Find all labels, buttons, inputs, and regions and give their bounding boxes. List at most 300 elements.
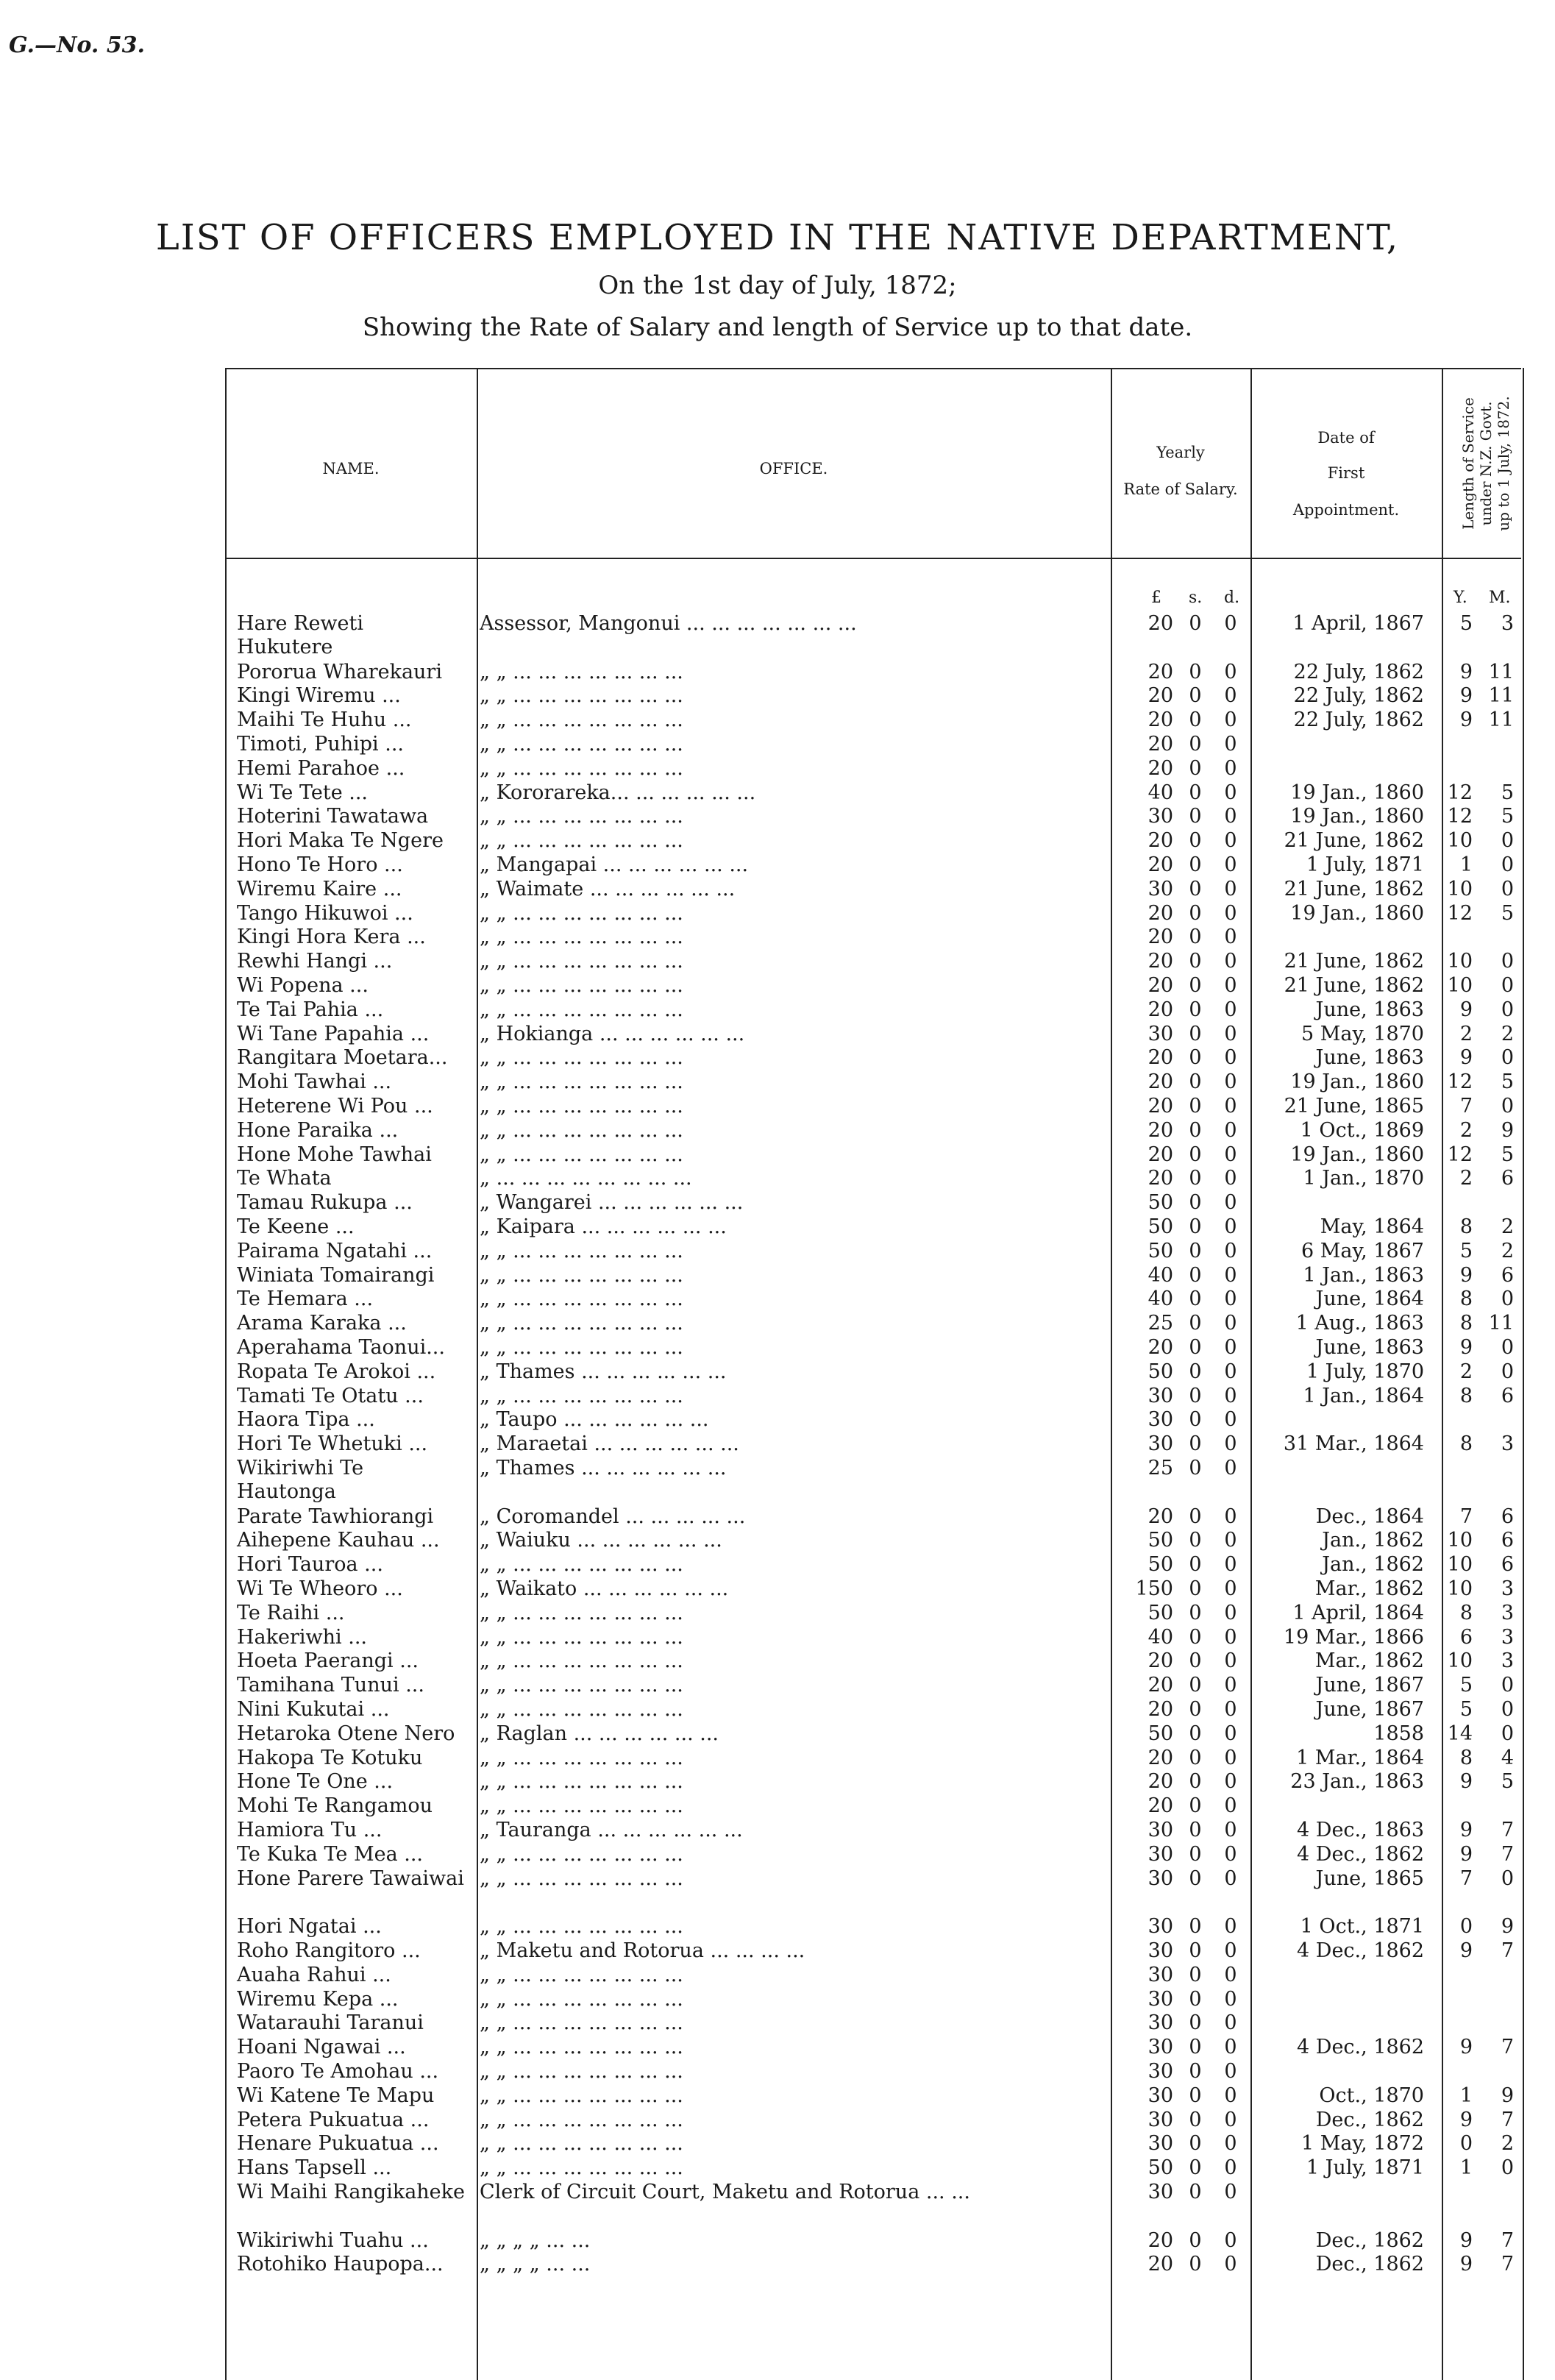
salary-shillings: 0	[1189, 612, 1202, 635]
salary-pence: 0	[1224, 1722, 1237, 1745]
officer-office: „ „ ... ... ... ... ... ... ...	[480, 1287, 683, 1311]
officer-name: Tango Hikuwoi ...	[237, 901, 413, 925]
appointment-date: 22 July, 1862	[1293, 708, 1424, 732]
service-months: 6	[1501, 1529, 1514, 1552]
salary-pounds: 20	[1147, 829, 1173, 853]
salary-shillings: 0	[1189, 1143, 1202, 1166]
appointment-date: June, 1867	[1315, 1674, 1424, 1697]
service-years: 5	[1459, 1239, 1473, 1262]
officer-office: „ „ ... ... ... ... ... ... ...	[480, 733, 683, 756]
header-service	[1451, 375, 1520, 552]
appointment-date: 4 Dec., 1862	[1297, 1842, 1424, 1866]
officer-office: „ „ „ „ ... ...	[480, 2228, 591, 2252]
salary-pence: 0	[1224, 2132, 1237, 2156]
service-months: 0	[1501, 1046, 1514, 1070]
officer-name: Tamihana Tunui ...	[237, 1674, 424, 1697]
officer-office: „ „ ... ... ... ... ... ... ...	[480, 950, 683, 973]
service-years: 1	[1459, 853, 1473, 876]
salary-shillings: 0	[1189, 926, 1202, 949]
officer-name: Aihepene Kauhau ...	[237, 1529, 440, 1552]
salary-pence: 0	[1224, 1842, 1237, 1866]
service-months: 7	[1501, 1939, 1514, 1962]
salary-shillings: 0	[1189, 1746, 1202, 1769]
salary-pounds: 20	[1147, 756, 1173, 780]
officer-name: Wiremu Kepa ...	[237, 1987, 399, 2011]
salary-pounds: 40	[1147, 1625, 1173, 1649]
officer-office: „ „ ... ... ... ... ... ... ...	[480, 1625, 683, 1649]
service-years: 5	[1459, 1698, 1473, 1721]
salary-pounds: 20	[1147, 684, 1173, 708]
salary-pounds: 40	[1147, 1263, 1173, 1287]
service-years: 9	[1459, 2253, 1473, 2276]
officer-name: Te Whata	[237, 1167, 332, 1190]
service-years: 2	[1459, 1118, 1473, 1142]
officer-name: Wi Katene Te Mapu	[237, 2084, 435, 2107]
officer-office: „ „ ... ... ... ... ... ... ...	[480, 2108, 683, 2131]
service-years: 2	[1459, 1360, 1473, 1383]
officer-name: Roho Rangitoro ...	[237, 1939, 421, 1962]
salary-pounds: 50	[1147, 1215, 1173, 1238]
salary-shillings: 0	[1189, 1987, 1202, 2011]
appointment-date: 21 June, 1862	[1284, 877, 1424, 901]
salary-shillings: 0	[1189, 2132, 1202, 2156]
service-years: 12	[1447, 1070, 1473, 1094]
salary-pence: 0	[1224, 1577, 1237, 1600]
salary-shillings: 0	[1189, 901, 1202, 925]
officer-name: Hakopa Te Kotuku	[237, 1746, 423, 1769]
service-years: 9	[1459, 1770, 1473, 1794]
salary-pounds: 30	[1147, 1432, 1173, 1456]
appointment-date: Dec., 1862	[1315, 2228, 1424, 2252]
salary-pounds: 30	[1147, 1384, 1173, 1407]
officer-office: „ „ ... ... ... ... ... ... ...	[480, 660, 683, 683]
officer-office: „ „ ... ... ... ... ... ... ...	[480, 1963, 683, 1986]
salary-pence: 0	[1224, 1625, 1237, 1649]
appointment-date: 21 June, 1862	[1284, 829, 1424, 853]
appointment-date: 19 Jan., 1860	[1290, 805, 1424, 828]
officer-name: Haora Tipa ...	[237, 1408, 375, 1432]
salary-pence: 0	[1224, 1649, 1237, 1673]
officer-office: „ „ ... ... ... ... ... ... ...	[480, 1770, 683, 1794]
salary-pounds: 20	[1147, 1118, 1173, 1142]
service-years: 9	[1459, 1336, 1473, 1359]
salary-pounds: 20	[1147, 974, 1173, 997]
salary-pence: 0	[1224, 2036, 1237, 2059]
salary-pence: 0	[1224, 1819, 1237, 1841]
appointment-date: 1 Oct., 1869	[1300, 1118, 1424, 1142]
appointment-date: 1 July, 1871	[1306, 853, 1424, 876]
salary-shillings: 0	[1189, 2036, 1202, 2059]
salary-pounds: 20	[1147, 1070, 1173, 1094]
officer-office: „ „ ... ... ... ... ... ... ...	[480, 2036, 683, 2059]
header-rule	[225, 558, 1521, 559]
salary-pence: 0	[1224, 708, 1237, 732]
salary-shillings: 0	[1189, 1095, 1202, 1118]
officer-office: „ „ ... ... ... ... ... ... ...	[480, 1118, 683, 1142]
officer-name: Wikiriwhi Te Hautonga	[237, 1457, 364, 1503]
salary-shillings: 0	[1189, 1915, 1202, 1939]
salary-pounds: 20	[1147, 2253, 1173, 2276]
salary-shillings: 0	[1189, 853, 1202, 876]
appointment-date: 1 July, 1870	[1306, 1360, 1424, 1383]
salary-shillings: 0	[1189, 1866, 1202, 1890]
appointment-date: 1 July, 1871	[1306, 2156, 1424, 2180]
service-years: 9	[1459, 684, 1473, 708]
salary-pence: 0	[1224, 926, 1237, 949]
appointment-date: 31 Mar., 1864	[1283, 1432, 1424, 1456]
service-months: 5	[1501, 781, 1514, 804]
officer-name: Hono Te Horo ...	[237, 853, 403, 876]
salary-pence: 0	[1224, 1287, 1237, 1311]
appointment-date: 4 Dec., 1863	[1297, 1819, 1424, 1841]
salary-shillings: 0	[1189, 1070, 1202, 1094]
unit-pence: d.	[1224, 589, 1240, 607]
salary-shillings: 0	[1189, 1770, 1202, 1794]
salary-shillings: 0	[1189, 1263, 1202, 1287]
header-salary-line2: Rate of Salary.	[1123, 480, 1238, 498]
service-years: 12	[1447, 805, 1473, 828]
salary-pence: 0	[1224, 1794, 1237, 1818]
service-months: 2	[1501, 2132, 1514, 2156]
officer-name: Petera Pukuatua ...	[237, 2108, 430, 2131]
salary-pounds: 30	[1147, 1939, 1173, 1962]
service-months: 0	[1501, 950, 1514, 973]
service-years: 7	[1459, 1505, 1473, 1528]
salary-shillings: 0	[1189, 1432, 1202, 1456]
unit-pounds: £	[1151, 589, 1161, 607]
salary-pence: 0	[1224, 1505, 1237, 1528]
officer-office: „ „ ... ... ... ... ... ... ...	[480, 1746, 683, 1769]
salary-pence: 0	[1224, 1263, 1237, 1287]
salary-shillings: 0	[1189, 2228, 1202, 2252]
appointment-date: 23 Jan., 1863	[1290, 1770, 1424, 1794]
officer-office: „ „ ... ... ... ... ... ... ...	[480, 1842, 683, 1866]
officer-office: „ ... ... ... ... ... ... ... ...	[480, 1167, 692, 1190]
appointment-date: 1 April, 1867	[1292, 612, 1424, 635]
service-months: 11	[1488, 1312, 1514, 1335]
salary-shillings: 0	[1189, 1336, 1202, 1359]
service-months: 7	[1501, 2253, 1514, 2276]
salary-shillings: 0	[1189, 1553, 1202, 1577]
officer-office: „ „ ... ... ... ... ... ... ...	[480, 1239, 683, 1262]
service-years: 9	[1459, 2228, 1473, 2252]
unit-shillings: s.	[1189, 589, 1203, 607]
officer-office: „ „ ... ... ... ... ... ... ...	[480, 1336, 683, 1359]
service-years: 0	[1459, 1915, 1473, 1939]
salary-pounds: 30	[1147, 1022, 1173, 1045]
document-subtitle-date: On the 1st day of July, 1872;	[598, 271, 957, 300]
officer-name: Watarauhi Taranui	[237, 2011, 424, 2035]
service-years: 8	[1459, 1287, 1473, 1311]
officer-office: „ „ ... ... ... ... ... ... ...	[480, 805, 683, 828]
salary-shillings: 0	[1189, 950, 1202, 973]
service-months: 0	[1501, 998, 1514, 1021]
appointment-date: Mar., 1862	[1314, 1649, 1424, 1673]
salary-pence: 0	[1224, 1408, 1237, 1432]
salary-pence: 0	[1224, 998, 1237, 1021]
officer-office: „ „ ... ... ... ... ... ... ...	[480, 2011, 683, 2035]
salary-pounds: 20	[1147, 1095, 1173, 1118]
officer-office: Clerk of Circuit Court, Maketu and Rotorua ... ...	[480, 2181, 970, 2203]
officer-name: Te Kuka Te Mea ...	[237, 1842, 424, 1866]
salary-pounds: 20	[1147, 660, 1173, 683]
officer-name: Arama Karaka ...	[237, 1312, 407, 1335]
table-top-rule	[225, 368, 1521, 369]
salary-shillings: 0	[1189, 2253, 1202, 2276]
salary-pounds: 50	[1147, 1191, 1173, 1215]
appointment-date: June, 1863	[1315, 1046, 1424, 1070]
appointment-date: 1 Jan., 1863	[1303, 1263, 1424, 1287]
salary-shillings: 0	[1189, 1287, 1202, 1311]
officer-office: „ Thames ... ... ... ... ... ...	[480, 1360, 727, 1383]
officer-name: Hoterini Tawatawa	[237, 805, 429, 828]
appointment-date: 1 Jan., 1870	[1303, 1167, 1424, 1190]
officer-office: „ „ ... ... ... ... ... ... ...	[480, 829, 683, 853]
service-years: 5	[1459, 1674, 1473, 1697]
officer-office: „ „ ... ... ... ... ... ... ...	[480, 2132, 683, 2156]
officer-name: Wi Te Tete ...	[237, 781, 369, 804]
appointment-date: 19 Jan., 1860	[1290, 781, 1424, 804]
salary-shillings: 0	[1189, 1191, 1202, 1215]
salary-shillings: 0	[1189, 2011, 1202, 2035]
salary-shillings: 0	[1189, 1577, 1202, 1600]
salary-pounds: 20	[1147, 1649, 1173, 1673]
salary-shillings: 0	[1189, 1022, 1202, 1045]
service-months: 7	[1501, 2036, 1514, 2059]
service-months: 5	[1501, 1770, 1514, 1794]
salary-pence: 0	[1224, 1046, 1237, 1070]
service-months: 9	[1501, 1118, 1514, 1142]
service-years: 8	[1459, 1312, 1473, 1335]
page-reference: G.—No. 53.	[9, 32, 145, 58]
officer-name: Rangitara Moetara...	[237, 1046, 448, 1070]
service-years: 9	[1459, 1263, 1473, 1287]
salary-pence: 0	[1224, 1866, 1237, 1890]
salary-shillings: 0	[1189, 1601, 1202, 1624]
officer-office: „ „ ... ... ... ... ... ... ...	[480, 684, 683, 708]
salary-pounds: 20	[1147, 733, 1173, 756]
salary-pounds: 30	[1147, 1866, 1173, 1890]
salary-pounds: 20	[1147, 708, 1173, 732]
appointment-date: Dec., 1862	[1315, 2108, 1424, 2131]
officer-office: „ Taupo ... ... ... ... ... ...	[480, 1408, 709, 1432]
officer-name: Wikiriwhi Tuahu ...	[237, 2228, 429, 2252]
officer-name: Nini Kukutai ...	[237, 1698, 390, 1721]
officer-office: „ „ ... ... ... ... ... ... ...	[480, 1312, 683, 1335]
salary-pounds: 50	[1147, 1722, 1173, 1745]
officer-office: „ Kaipara ... ... ... ... ... ...	[480, 1215, 727, 1238]
salary-shillings: 0	[1189, 1794, 1202, 1818]
service-years: 7	[1459, 1095, 1473, 1118]
service-years: 10	[1447, 974, 1473, 997]
service-years: 10	[1447, 1649, 1473, 1673]
salary-shillings: 0	[1189, 829, 1202, 853]
salary-pence: 0	[1224, 1457, 1237, 1479]
officer-office: „ „ ... ... ... ... ... ... ...	[480, 1095, 683, 1118]
salary-shillings: 0	[1189, 1674, 1202, 1697]
appointment-date: 19 Mar., 1866	[1283, 1625, 1424, 1649]
salary-shillings: 0	[1189, 2156, 1202, 2180]
officer-office: „ „ „ „ ... ...	[480, 2253, 591, 2276]
officer-office: Assessor, Mangonui ... ... ... ... ... ... ...	[480, 612, 857, 635]
salary-pence: 0	[1224, 1674, 1237, 1697]
salary-shillings: 0	[1189, 2181, 1202, 2203]
appointment-date: 5 May, 1870	[1300, 1022, 1424, 1045]
salary-pence: 0	[1224, 1915, 1237, 1939]
salary-pounds: 20	[1147, 1505, 1173, 1528]
service-months: 3	[1501, 1601, 1514, 1624]
salary-shillings: 0	[1189, 1722, 1202, 1745]
salary-pence: 0	[1224, 901, 1237, 925]
officer-name: Hori Maka Te Ngere	[237, 829, 444, 853]
officer-office: „ „ ... ... ... ... ... ... ...	[480, 1674, 683, 1697]
appointment-date: 1858	[1373, 1722, 1424, 1745]
officer-name: Tamau Rukupa ...	[237, 1191, 413, 1215]
salary-pounds: 20	[1147, 1698, 1173, 1721]
column-divider	[477, 368, 478, 2380]
service-months: 0	[1501, 1360, 1514, 1383]
salary-pounds: 30	[1147, 1915, 1173, 1939]
service-months: 0	[1501, 1698, 1514, 1721]
officer-name: Te Tai Pahia ...	[237, 998, 384, 1021]
salary-shillings: 0	[1189, 660, 1202, 683]
salary-pence: 0	[1224, 1770, 1237, 1794]
header-service-line1: Length of Service	[1459, 397, 1477, 530]
service-years: 7	[1459, 1866, 1473, 1890]
officer-office: „ „ ... ... ... ... ... ... ...	[480, 1601, 683, 1624]
service-months: 5	[1501, 805, 1514, 828]
officer-office: „ „ ... ... ... ... ... ... ...	[480, 926, 683, 949]
salary-pence: 0	[1224, 1360, 1237, 1383]
officer-office: „ Waiuku ... ... ... ... ... ...	[480, 1529, 722, 1552]
salary-pence: 0	[1224, 1191, 1237, 1215]
service-months: 2	[1501, 1239, 1514, 1262]
salary-shillings: 0	[1189, 998, 1202, 1021]
salary-pence: 0	[1224, 1384, 1237, 1407]
salary-pounds: 50	[1147, 2156, 1173, 2180]
salary-pounds: 20	[1147, 1794, 1173, 1818]
appointment-date: 1 Jan., 1864	[1303, 1384, 1424, 1407]
salary-pence: 0	[1224, 1022, 1237, 1045]
unit-months: M.	[1489, 589, 1511, 607]
salary-pounds: 25	[1147, 1312, 1173, 1335]
salary-pounds: 20	[1147, 1046, 1173, 1070]
service-years: 12	[1447, 1143, 1473, 1166]
officer-name: Hone Parere Tawaiwai	[237, 1866, 464, 1890]
salary-shillings: 0	[1189, 1457, 1202, 1479]
service-years: 8	[1459, 1601, 1473, 1624]
salary-pence: 0	[1224, 1553, 1237, 1577]
service-years: 2	[1459, 1167, 1473, 1190]
salary-pence: 0	[1224, 1529, 1237, 1552]
salary-pence: 0	[1224, 781, 1237, 804]
appointment-date: Jan., 1862	[1322, 1529, 1424, 1552]
header-service-line3: up to 1 July, 1872.	[1494, 396, 1512, 531]
salary-shillings: 0	[1189, 2084, 1202, 2107]
salary-shillings: 0	[1189, 1167, 1202, 1190]
salary-pence: 0	[1224, 1987, 1237, 2011]
salary-pence: 0	[1224, 684, 1237, 708]
salary-pence: 0	[1224, 1167, 1237, 1190]
officer-name: Rewhi Hangi ...	[237, 950, 393, 973]
salary-pence: 0	[1224, 853, 1237, 876]
officer-name: Hamiora Tu ...	[237, 1819, 382, 1841]
appointment-date: June, 1863	[1315, 998, 1424, 1021]
officer-office: „ „ ... ... ... ... ... ... ...	[480, 1794, 683, 1818]
service-months: 3	[1501, 1432, 1514, 1456]
document-subtitle-description: Showing the Rate of Salary and length of Service up to that date.	[362, 313, 1193, 342]
service-years: 12	[1447, 781, 1473, 804]
service-months: 0	[1501, 1095, 1514, 1118]
officer-name: Winiata Tomairangi	[237, 1263, 435, 1287]
service-months: 0	[1501, 1336, 1514, 1359]
service-months: 5	[1501, 1070, 1514, 1094]
salary-pounds: 40	[1147, 781, 1173, 804]
salary-shillings: 0	[1189, 1215, 1202, 1238]
salary-pence: 0	[1224, 1118, 1237, 1142]
service-years: 14	[1447, 1722, 1473, 1745]
salary-pounds: 20	[1147, 1746, 1173, 1769]
salary-shillings: 0	[1189, 1239, 1202, 1262]
service-years: 10	[1447, 1577, 1473, 1600]
officer-office: „ „ ... ... ... ... ... ... ...	[480, 1143, 683, 1166]
service-months: 3	[1501, 1649, 1514, 1673]
salary-pence: 0	[1224, 1601, 1237, 1624]
officer-name: Hori Te Whetuki ...	[237, 1432, 428, 1456]
service-months: 0	[1501, 877, 1514, 901]
header-date-line1: Date of	[1317, 429, 1375, 447]
officer-name: Hori Tauroa ...	[237, 1553, 383, 1577]
salary-pence: 0	[1224, 2253, 1237, 2276]
officer-name: Ropata Te Arokoi ...	[237, 1360, 436, 1383]
appointment-date: Dec., 1864	[1315, 1505, 1424, 1528]
salary-shillings: 0	[1189, 1529, 1202, 1552]
service-years: 9	[1459, 708, 1473, 732]
salary-pence: 0	[1224, 877, 1237, 901]
officer-office: „ Raglan ... ... ... ... ... ...	[480, 1722, 719, 1745]
appointment-date: 1 Mar., 1864	[1296, 1746, 1424, 1769]
officer-office: „ „ ... ... ... ... ... ... ...	[480, 1070, 683, 1094]
salary-pence: 0	[1224, 950, 1237, 973]
officer-office: „ Kororareka... ... ... ... ... ...	[480, 781, 756, 804]
service-years: 8	[1459, 1215, 1473, 1238]
appointment-date: June, 1864	[1315, 1287, 1424, 1311]
service-months: 0	[1501, 974, 1514, 997]
officer-office: „ Wangarei ... ... ... ... ... ...	[480, 1191, 744, 1215]
service-months: 4	[1501, 1746, 1514, 1769]
appointment-date: 21 June, 1865	[1284, 1095, 1424, 1118]
salary-shillings: 0	[1189, 1963, 1202, 1986]
officer-office: „ Tauranga ... ... ... ... ... ...	[480, 1819, 743, 1841]
salary-pence: 0	[1224, 2108, 1237, 2131]
salary-pence: 0	[1224, 1698, 1237, 1721]
salary-shillings: 0	[1189, 1819, 1202, 1841]
salary-pounds: 150	[1135, 1577, 1173, 1600]
officer-name: Aperahama Taonui...	[237, 1336, 445, 1359]
salary-pence: 0	[1224, 612, 1237, 635]
appointment-date: June, 1865	[1315, 1866, 1424, 1890]
appointment-date: June, 1867	[1315, 1698, 1424, 1721]
salary-pence: 0	[1224, 2181, 1237, 2203]
salary-shillings: 0	[1189, 974, 1202, 997]
officer-name: Henare Pukuatua ...	[237, 2132, 439, 2156]
salary-shillings: 0	[1189, 1939, 1202, 1962]
officer-office: „ „ ... ... ... ... ... ... ...	[480, 1384, 683, 1407]
salary-pounds: 20	[1147, 901, 1173, 925]
header-date-line3: Appointment.	[1292, 501, 1400, 519]
salary-shillings: 0	[1189, 733, 1202, 756]
service-months: 0	[1501, 853, 1514, 876]
